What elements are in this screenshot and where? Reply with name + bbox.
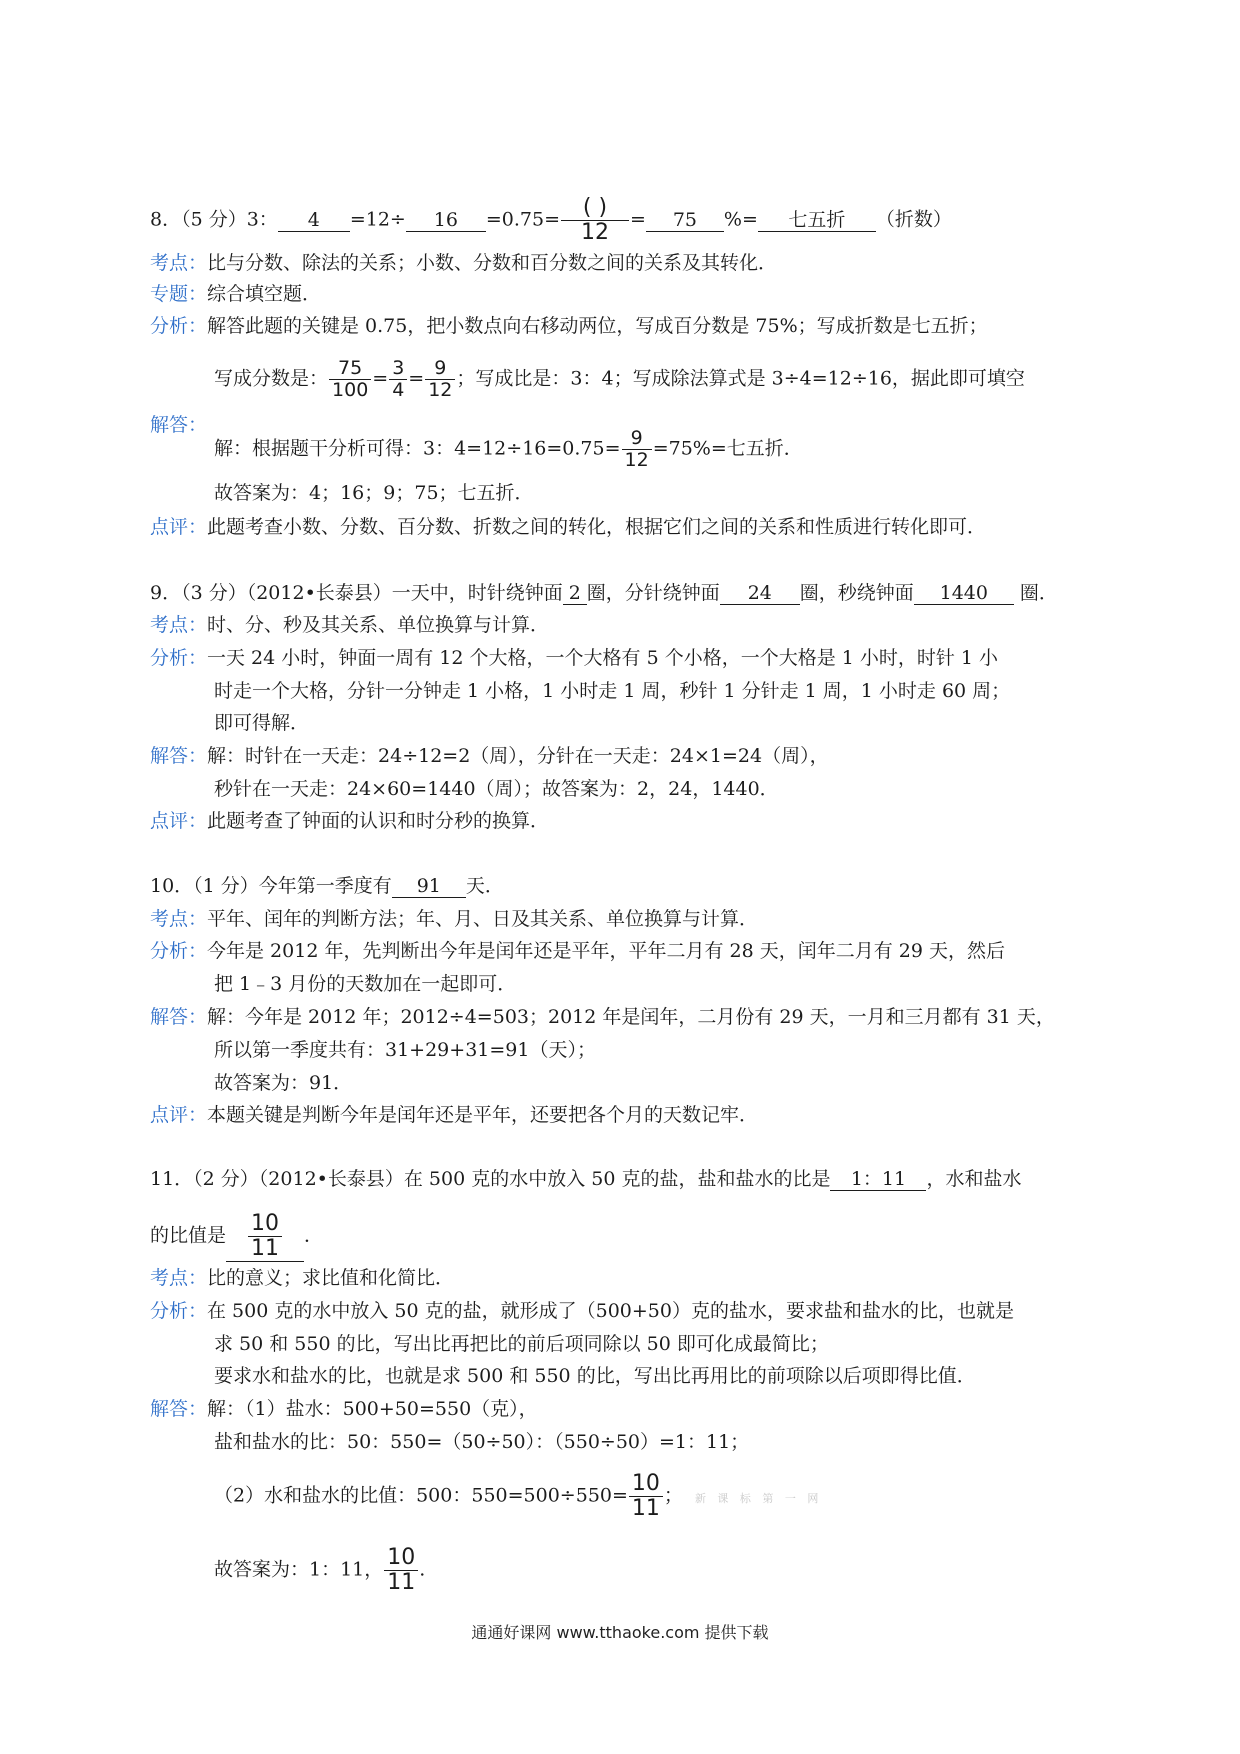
q10-jieda-line2: 所以第一季度共有：31+29+31=91（天）； (214, 1039, 596, 1061)
q8-fraction: $\frac{( )}{12}$ (561, 196, 629, 245)
q9-kaodian: 考点：时、分、秒及其关系、单位换算与计算． (150, 614, 550, 636)
q8-fraction-answer: $\frac{9}{12}$ (622, 428, 652, 471)
q9-dianping: 点评：此题考查了钟面的认识和时分秒的换算． (150, 810, 550, 832)
q8-answer-1: 4 (278, 209, 350, 232)
q11-jieda-line4: 故答案为：1：11， $\frac{10}{11}$ . (214, 1545, 426, 1595)
q9-answer-2: 24 (720, 582, 800, 605)
q10-jieda: 解答：解：今年是 2012 年；2012÷4=503；2012 年是闰年，二月份有 29 天，一月和三月都有 31 天， (150, 1006, 1055, 1028)
q8-answer-3: 75 (646, 209, 724, 232)
watermark: 新 课 标 第 一 网 (694, 1491, 823, 1505)
q11-stem-line2: 的比值是 $\frac{10}{11}$ ． (150, 1211, 324, 1261)
q8-jieda-line1: 解：根据题干分析可得：3：4=12÷16=0.75= $\frac{9}{12}$ =75%=七五折． (214, 427, 803, 471)
q9-fenxi-line3: 即可得解． (214, 712, 310, 734)
q9-fenxi: 分析：一天 24 小时，钟面一周有 12 个大格，一个大格有 5 个小格，一个大格是 1 小时，时针 1 小 (150, 647, 999, 669)
q8-fraction-75-100: $\frac{75}{100}$ (329, 358, 371, 401)
q8-fenxi-line2: 写成分数是： $\frac{75}{100}$ = $\frac{3}{4}$ = $\frac{9}{12}$ ；写成比是：3：4；写成除法算式是 3÷4=12÷16，据此即可填空 (214, 357, 1025, 401)
q8-jieda-line2: 故答案为：4；16；9；75；七五折． (214, 482, 534, 504)
q8-fraction-9-12: $\frac{9}{12}$ (425, 358, 455, 401)
q11-jieda-line3: （2）水和盐水的比值：500：550=500÷550= $\frac{10}{11}$ ； 新 课 标 第 一 网 (214, 1471, 823, 1521)
q10-answer-1: 91 (392, 875, 466, 898)
q10-dianping: 点评：本题关键是判断今年是闰年还是平年，还要把各个月的天数记牢． (150, 1104, 759, 1126)
q8-answer-4: 七五折 (758, 209, 876, 232)
q8-jieda-label: 解答： (150, 414, 208, 436)
q10-stem: 10．（1 分）今年第一季度有 91 天． (150, 875, 504, 897)
q9-stem: 9．（3 分）（2012•长泰县）一天中，时针绕钟面 2 圈，分针绕钟面 24 圈，秒绕钟面 1440 圈． (150, 582, 1058, 604)
q8-fraction-3-4: $\frac{3}{4}$ (389, 358, 407, 401)
q10-jieda-line3: 故答案为：91． (214, 1072, 353, 1094)
q11-answer-2: $\frac{10}{11}$ (226, 1212, 304, 1262)
dianping-label: 点评： (150, 516, 208, 538)
q8-zhuanti: 专题：综合填空题． (150, 283, 322, 305)
q11-fraction-answer: $\frac{10}{11}$ (384, 1546, 418, 1595)
q10-fenxi: 分析：今年是 2012 年，先判断出今年是闰年还是平年，平年二月有 28 天，闰年二月有 29 天，然后 (150, 940, 1005, 962)
q11-answer-1: 1：11 (830, 1168, 926, 1191)
q11-kaodian: 考点：比的意义；求比值和化简比． (150, 1267, 455, 1289)
q10-fenxi-line2: 把 1﹣3 月份的天数加在一起即可． (214, 973, 517, 995)
q9-jieda-line2: 秒针在一天走：24×60=1440（周）；故答案为：2，24，1440． (214, 778, 779, 800)
q11-stem: 11．（2 分）（2012•长泰县）在 500 克的水中放入 50 克的盐，盐和盐水的比是 1：11 ，水和盐水 (150, 1168, 1022, 1190)
q11-jieda-line2: 盐和盐水的比：50：550=（50÷50）：（550÷50）=1：11； (214, 1431, 750, 1453)
q8-fenxi: 分析：解答此题的关键是 0.75，把小数点向右移动两位，写成百分数是 75%；写成折数是七五折； (150, 315, 988, 337)
kaodian-label: 考点： (150, 252, 208, 274)
zhuanti-label: 专题： (150, 283, 208, 305)
q8-stem: 8．（5 分）3： 4 =12÷ 16 =0.75= $\frac{( )}{12}$ = 75 %= 七五折 （折数） (150, 195, 952, 245)
q10-kaodian: 考点：平年、闰年的判断方法；年、月、日及其关系、单位换算与计算． (150, 908, 759, 930)
q9-jieda: 解答：解：时针在一天走：24÷12=2（周），分针在一天走：24×1=24（周）， (150, 745, 829, 767)
q11-fraction-ratio: $\frac{10}{11}$ (629, 1472, 663, 1521)
footer-source: 通通好课网 www.tthaoke.com 提供下载 (471, 1623, 769, 1642)
q11-fenxi-line2: 求 50 和 550 的比，写出比再把比的前后项同除以 50 即可化成最简比； (214, 1333, 829, 1355)
q11-jieda: 解答：解：（1）盐水：500+50=550（克）， (150, 1398, 538, 1420)
q8-kaodian: 考点：比与分数、除法的关系；小数、分数和百分数之间的关系及其转化． (150, 252, 778, 274)
q11-fenxi: 分析：在 500 克的水中放入 50 克的盐，就形成了（500+50）克的盐水，要求盐和盐水的比，也就是 (150, 1300, 1014, 1322)
q9-fenxi-line2: 时走一个大格，分针一分钟走 1 小格，1 小时走 1 周，秒针 1 分针走 1 周，1 小时走 60 周； (214, 680, 1011, 702)
q11-fenxi-line3: 要求水和盐水的比，也就是求 500 和 550 的比，写出比再用比的前项除以后项即得比值． (214, 1365, 976, 1387)
fenxi-label: 分析： (150, 315, 208, 337)
q9-answer-1: 2 (563, 582, 587, 605)
q8-answer-2: 16 (406, 209, 486, 232)
q9-answer-3: 1440 (914, 582, 1014, 605)
q8-dianping: 点评：此题考查小数、分数、百分数、折数之间的转化，根据它们之间的关系和性质进行转化即可． (150, 516, 987, 538)
